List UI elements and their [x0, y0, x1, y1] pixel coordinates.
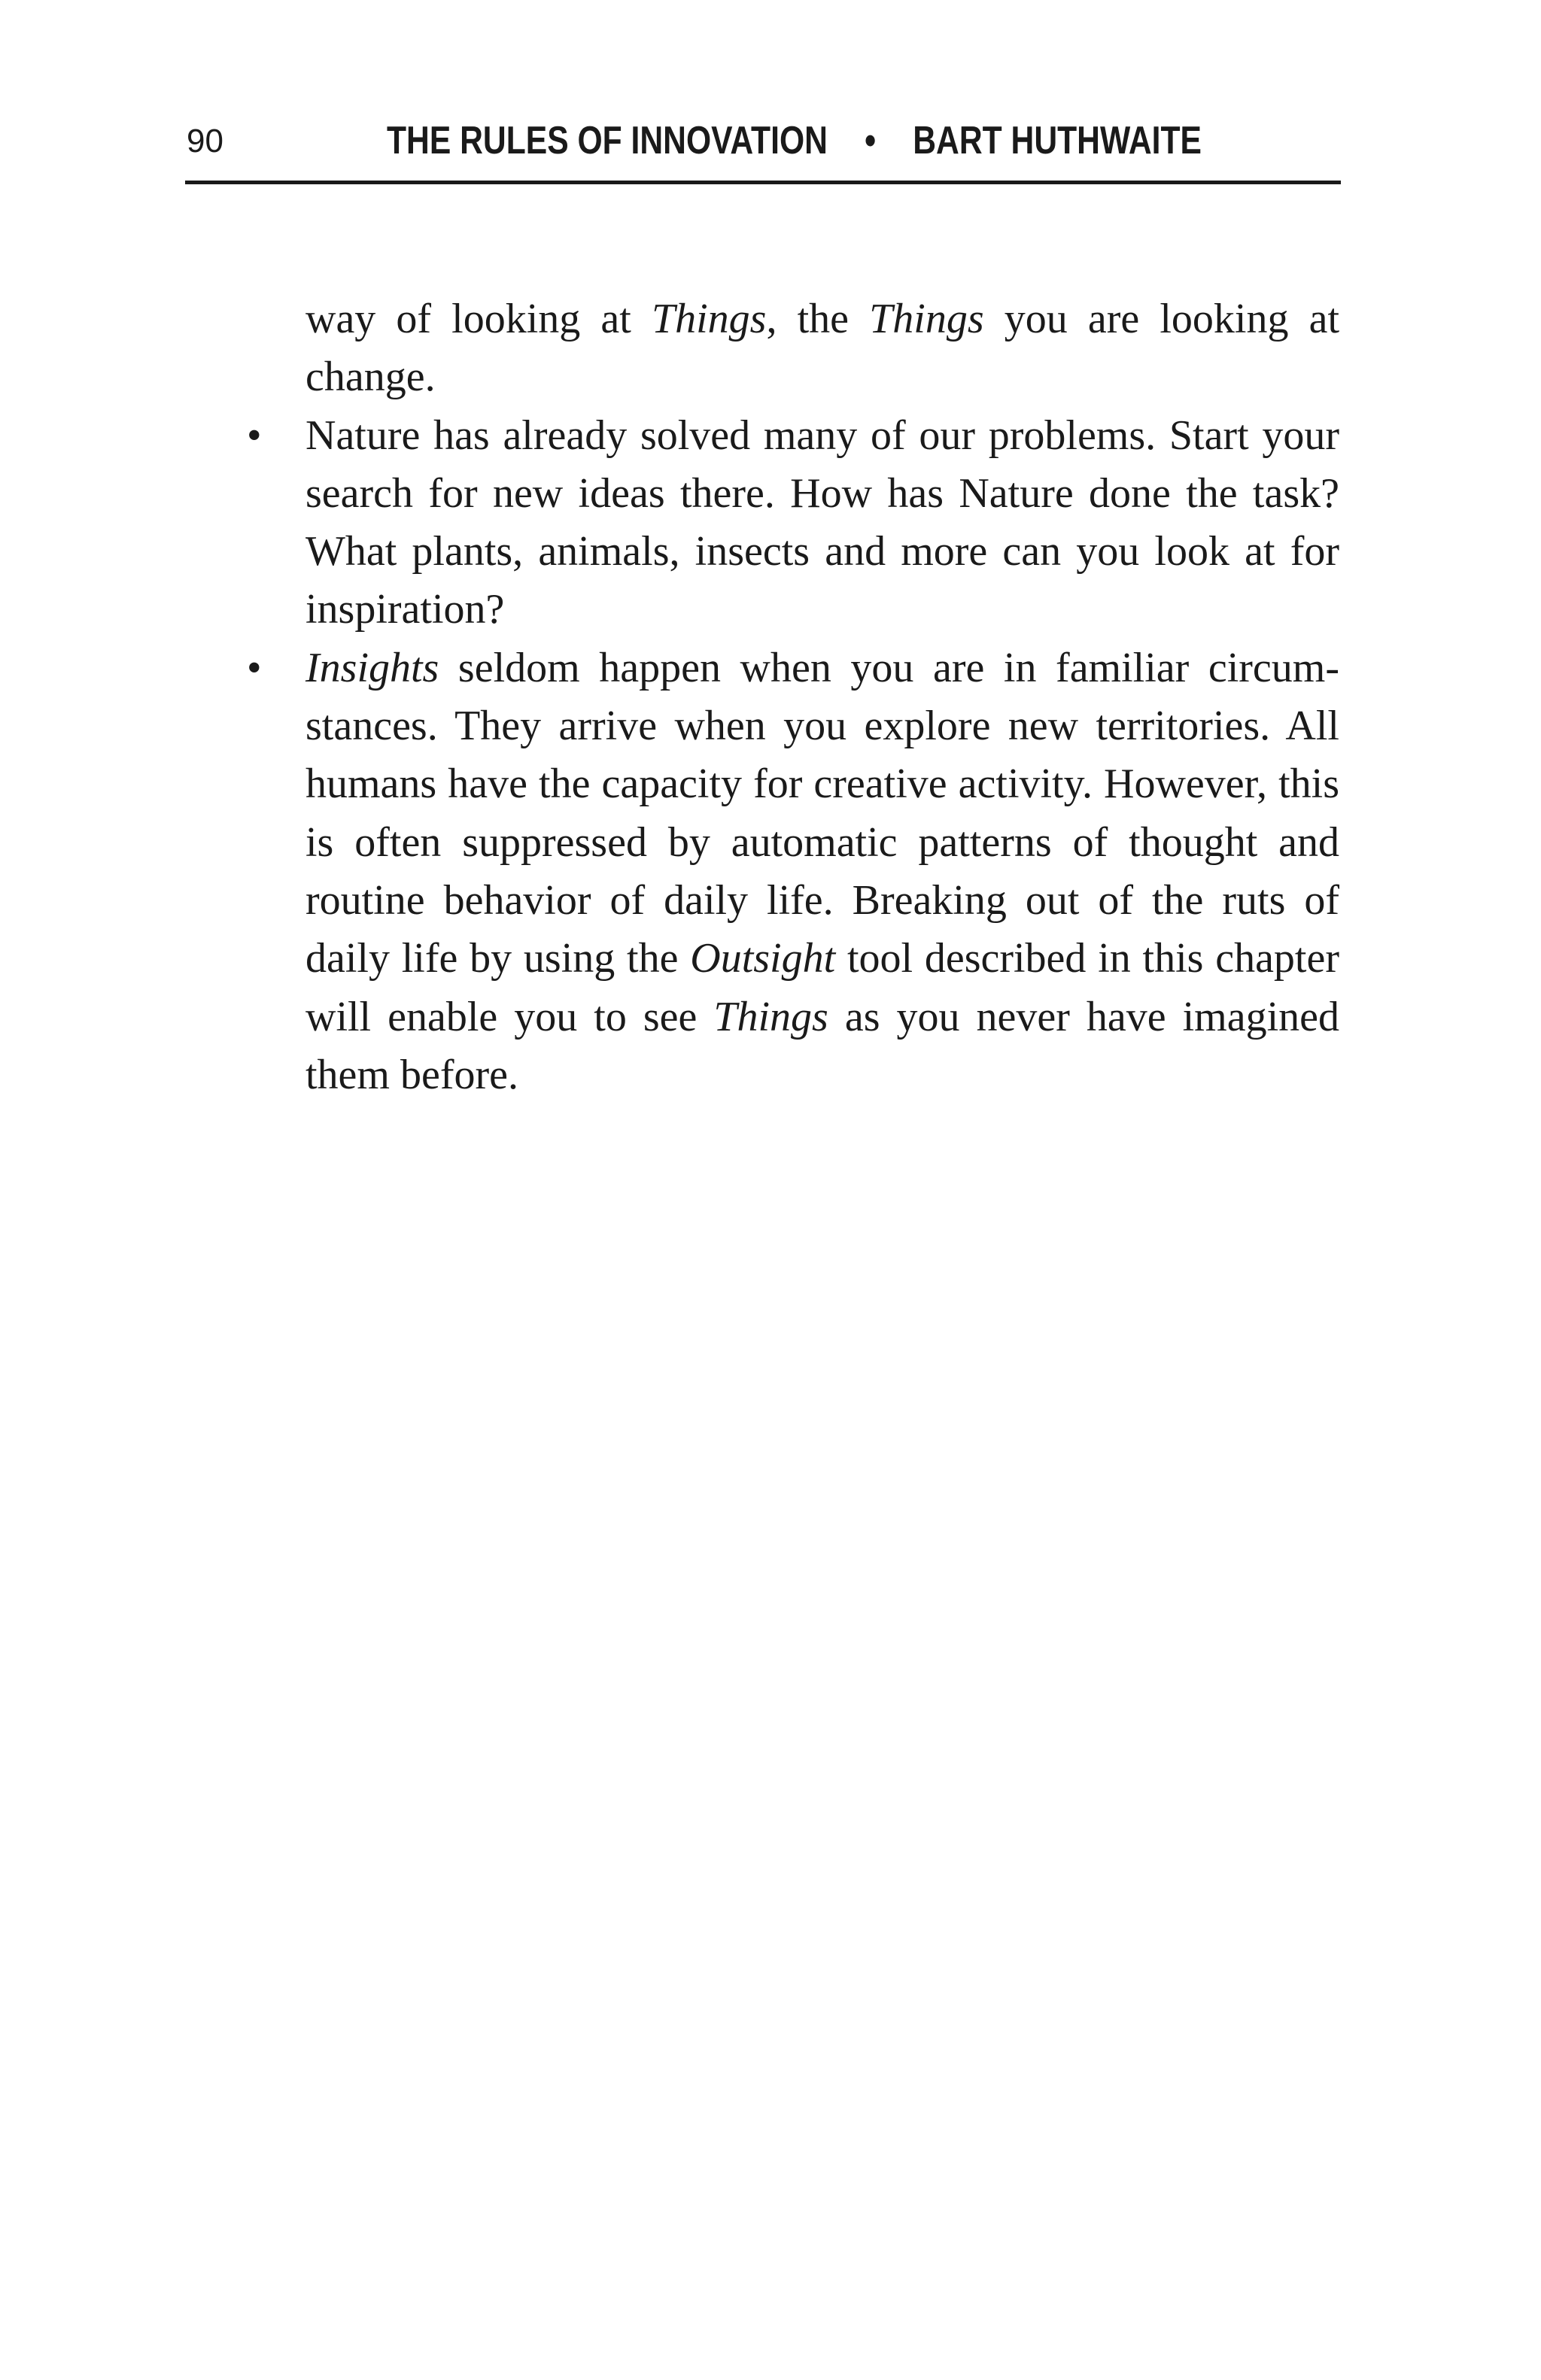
bullet-icon: •	[247, 411, 262, 459]
continuation-emphasis-1: Things	[651, 296, 767, 342]
bullet-item-nature	[247, 407, 1339, 639]
bullet-emphasis-end: Things	[713, 993, 828, 1040]
bullet-emphasis-mid: Outsight	[690, 935, 836, 982]
continuation-text-1: way of looking at	[305, 296, 652, 342]
bullet-emphasis-lead: Insights	[305, 644, 439, 691]
bullet-icon: •	[247, 644, 262, 691]
running-header	[185, 111, 1341, 184]
bullet-text-1: seldom happen when you are in familiar circumstances. They arrive when you explore new territories. All humans have the capacity for creative activity. However, this is often suppressed by automatic patterns of thought and routine behavior of daily life. Breaking out of the ruts of daily life by using the	[305, 644, 1339, 982]
bullet-text: Nature has already solved many of our problems. Start your search for new ideas there. How has Nature done the task? What plants, animals, insects and more can you look at for inspiration?	[305, 411, 1339, 633]
page-number: 90	[187, 123, 223, 159]
book-title: THE RULES OF INNOVATION	[387, 119, 828, 162]
body-text	[247, 290, 1339, 1104]
author-name: BART HUTHWAITE	[913, 119, 1202, 162]
bullet-text-3: as you never have imagined them before.	[305, 993, 1339, 1098]
bullet-item-insights	[247, 639, 1339, 1104]
header-separator: •	[865, 119, 877, 162]
continuation-text-2: , the	[766, 296, 870, 342]
continuation-emphasis-2: Things	[869, 296, 984, 342]
continuation-paragraph	[305, 290, 1339, 407]
running-title	[387, 116, 1202, 165]
bullet-text-2: tool described in this chapter will enable you to see	[305, 935, 1339, 1040]
continuation-text-3: you are looking at change.	[305, 296, 1339, 401]
